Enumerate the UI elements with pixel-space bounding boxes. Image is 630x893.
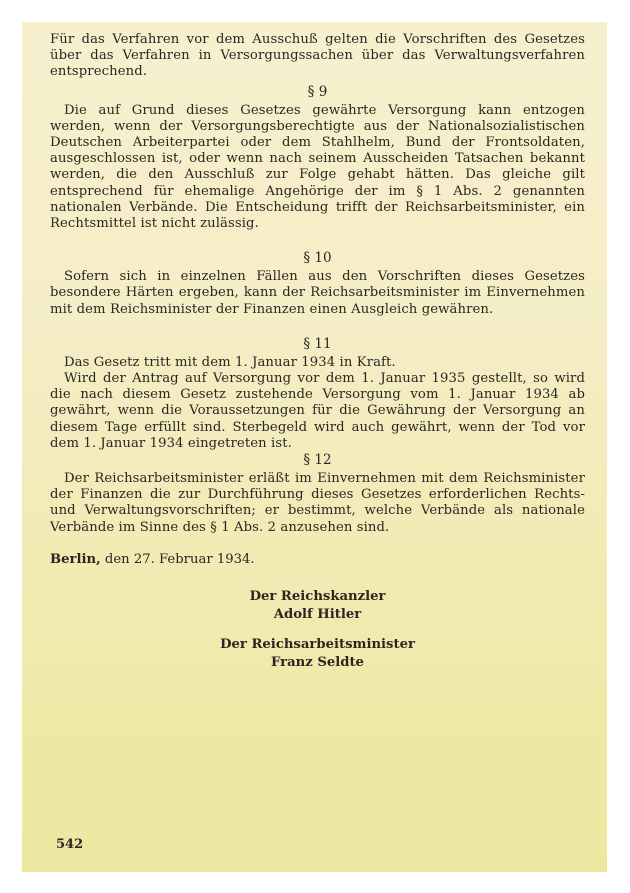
date-line (50, 552, 585, 568)
section-10-heading: § 10 (303, 250, 332, 267)
section-9-text: Die auf Grund dieses Gesetzes gewährte Versorgung kann entzogen werden, wenn der Versorgungsberechtigte aus der Nationalsozialistischen Deutschen Arbeiterpartei oder dem Stahlhelm, Bund der Frontsoldaten, ausgeschlossen ist, oder wenn nach seinem Ausscheiden Tatsachen bekannt werden, die den Ausschluß zur Folge gehabt hätten. Das gleiche gilt entsprechend für ehemalige Angehörige der im § 1 Abs. 2 genannten nationalen Verbände. Die Entscheidung trifft der Reichsarbeitsminister, ein Rechtsmittel ist nicht zulässig. (50, 102, 585, 232)
intro-paragraph: Für das Verfahren vor dem Ausschuß gelten die Vorschriften des Gesetzes über das Verfahren in Versorgungssachen über das Verwaltungsverfahren entsprechend. (50, 32, 585, 80)
section-12-heading: § 12 (303, 452, 332, 469)
section-11-heading: § 11 (303, 335, 332, 352)
section-9-heading: § 9 (307, 83, 328, 100)
signature-title: Der Reichskanzler (249, 588, 386, 604)
signature-title: Der Reichsarbeitsminister (220, 636, 415, 652)
date-value: den 27. Februar 1934. (104, 551, 255, 567)
signature-name: Franz Seldte (271, 654, 364, 670)
signature-name: Adolf Hitler (273, 606, 362, 622)
section-11-text-2: Wird der Antrag auf Versorgung vor dem 1. Januar 1935 gestellt, so wird die nach diesem Gesetz zustehende Versorgung vom 1. Januar 1934 ab gewährt, wenn die Voraussetzungen für die Gewährung der Versorgung an diesem Tage erfüllt sind. Sterbegeld wird auch gewährt, wenn der Tod vor dem 1. Januar 1934 eingetreten ist. (50, 371, 585, 451)
signature-labor-minister (50, 636, 585, 672)
date-place: Berlin, (50, 551, 101, 567)
page-number: 542 (56, 837, 84, 852)
signature-chancellor (50, 588, 585, 624)
section-11-text-1: Das Gesetz tritt mit dem 1. Januar 1934 in Kraft. (64, 354, 396, 370)
section-10-text: Sofern sich in einzelnen Fällen aus den Vorschriften dieses Gesetzes besondere Härten ergeben, kann der Reichsarbeitsminister im Einvernehmen mit dem Reichsminister der Finanzen einen Ausgleich gewähren. (50, 269, 585, 317)
section-12-text: Der Reichsarbeitsminister erläßt im Einvernehmen mit dem Reichsminister der Finanzen die zur Durchführung dieses Gesetzes erforderlichen Rechts- und Verwaltungsvorschriften; er bestimmt, welche Verbände als nationale Verbände im Sinne des § 1 Abs. 2 anzusehen sind. (50, 471, 585, 535)
document-page (22, 22, 607, 872)
